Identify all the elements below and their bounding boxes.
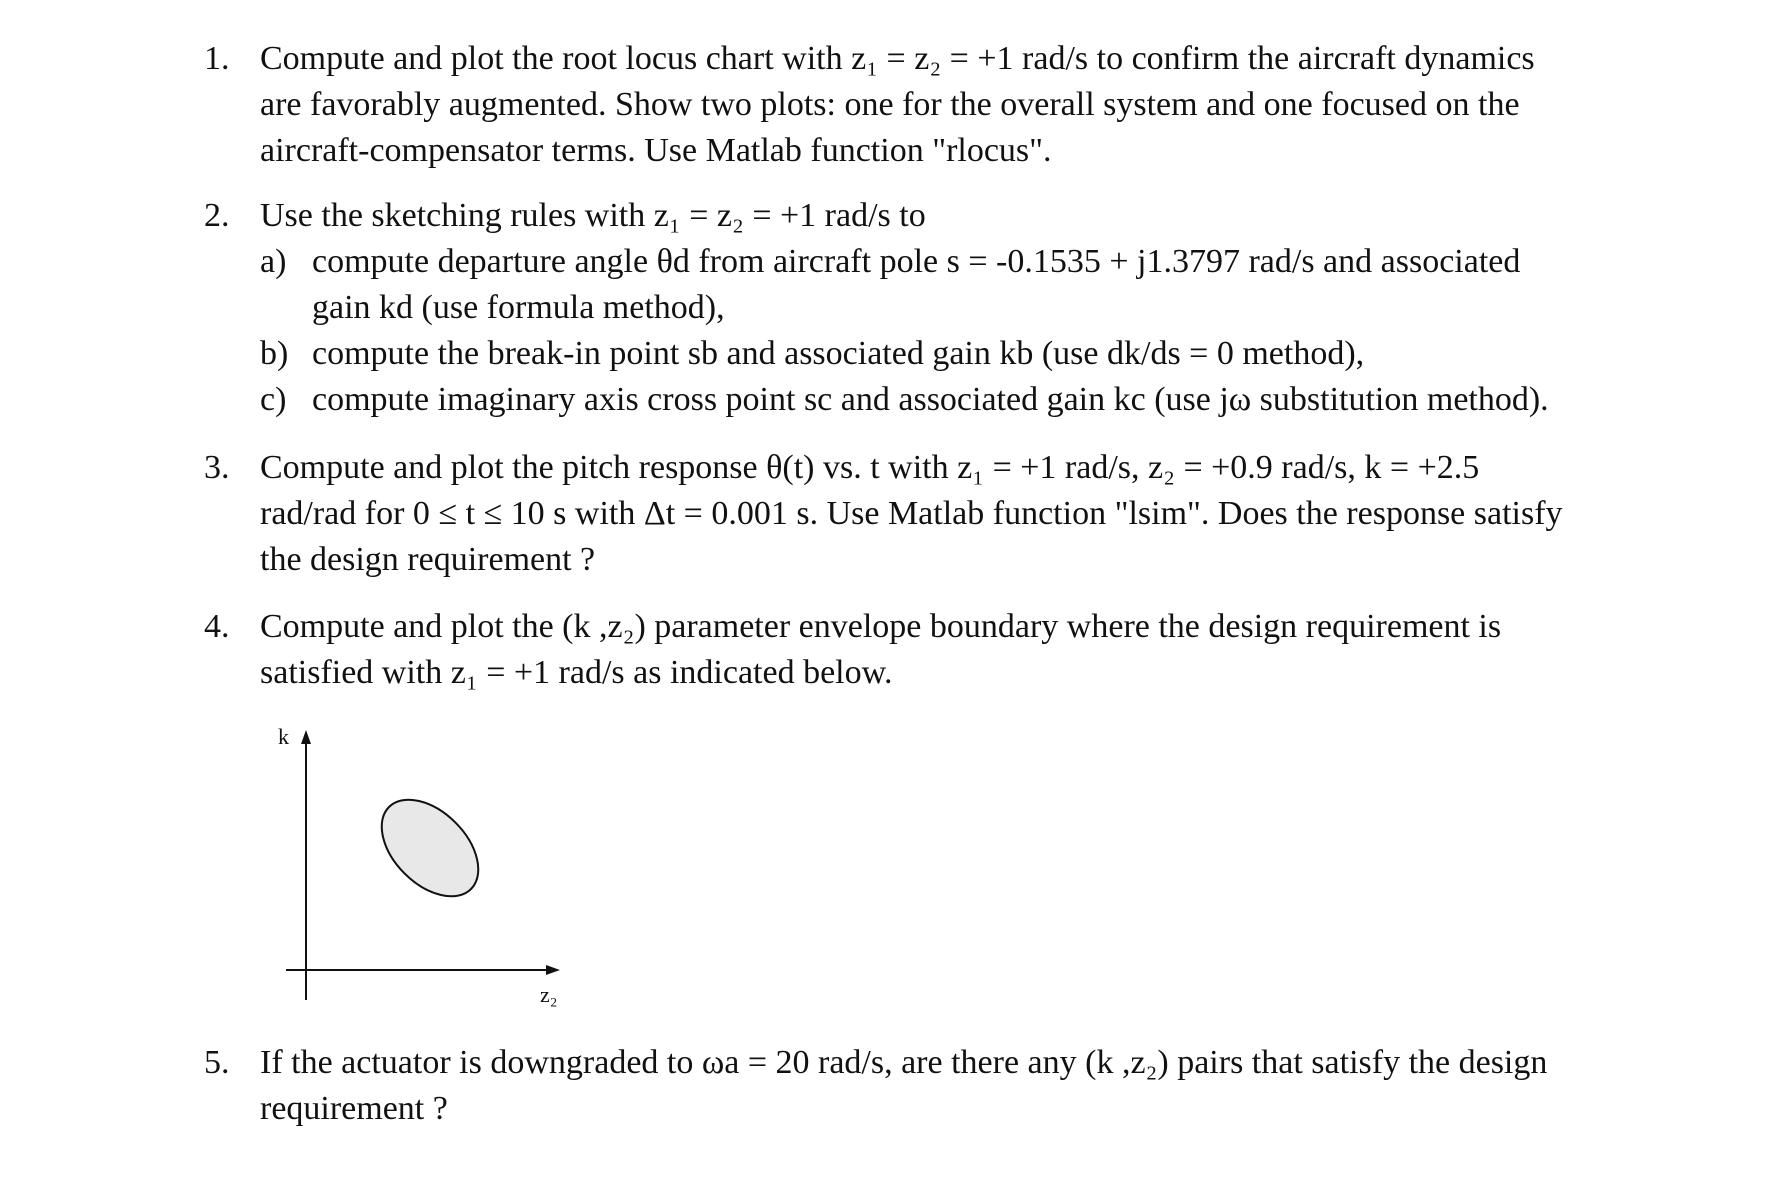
question-line: Compute and plot the root locus chart with z₁ = z₂ = +1 rad/s to confirm the aircraft dynamics (260, 40, 1535, 77)
subquestion-line: compute imaginary axis cross point sc and associated gain kc (use jω substitution method). (312, 381, 1549, 418)
question-line: Compute and plot the pitch response θ(t) vs. t with z₁ = +1 rad/s, z₂ = +0.9 rad/s, k = +2.5 (260, 449, 1480, 486)
satisfying-region-ellipse (364, 782, 497, 915)
question-line: the design requirement ? (260, 541, 596, 578)
subquestion-line: gain kd (use formula method), (312, 289, 725, 326)
question-number: 4. (204, 608, 230, 645)
subquestion-letter: b) (260, 335, 289, 372)
parameter-envelope-sketch (262, 716, 582, 1016)
question-number: 3. (204, 449, 230, 486)
z2-axis-label: z₂ (540, 982, 558, 1007)
question-number: 1. (204, 40, 230, 77)
sketch-svg (262, 716, 582, 1016)
question-line: are favorably augmented. Show two plots: one for the overall system and one focused on the (260, 86, 1520, 123)
question-number: 5. (204, 1044, 230, 1081)
question-1 (204, 36, 1584, 174)
subquestion-letter: c) (260, 381, 287, 418)
question-line: If the actuator is downgraded to ωa = 20 rad/s, are there any (k ,z₂) pairs that satisfy the design (260, 1044, 1548, 1081)
z2-axis-arrowhead (546, 965, 560, 975)
question-3 (204, 445, 1584, 583)
question-line: satisfied with z₁ = +1 rad/s as indicated below. (260, 654, 893, 691)
subquestion-line: compute departure angle θd from aircraft pole s = -0.1535 + j1.3797 rad/s and associated (312, 243, 1521, 280)
question-4 (204, 604, 1584, 696)
question-5 (204, 1040, 1584, 1132)
question-number: 2. (204, 197, 230, 234)
subquestion-a (260, 239, 1584, 331)
question-line: requirement ? (260, 1090, 448, 1127)
question-line: aircraft-compensator terms. Use Matlab function "rlocus". (260, 132, 1052, 169)
question-intro: Use the sketching rules with z₁ = z₂ = +1 rad/s to (260, 197, 926, 234)
question-2 (204, 193, 1584, 423)
subquestion-c (260, 377, 1584, 423)
subquestion-line: compute the break-in point sb and associated gain kb (use dk/ds = 0 method), (312, 335, 1365, 372)
subquestion-letter: a) (260, 243, 287, 280)
question-line: Compute and plot the (k ,z₂) parameter envelope boundary where the design requirement is (260, 608, 1502, 645)
k-axis-arrowhead (301, 730, 311, 744)
subquestion-b (260, 331, 1584, 377)
k-axis-label: k (278, 724, 289, 749)
question-line: rad/rad for 0 ≤ t ≤ 10 s with Δt = 0.001 s. Use Matlab function "lsim". Does the response satisfy (260, 495, 1563, 532)
